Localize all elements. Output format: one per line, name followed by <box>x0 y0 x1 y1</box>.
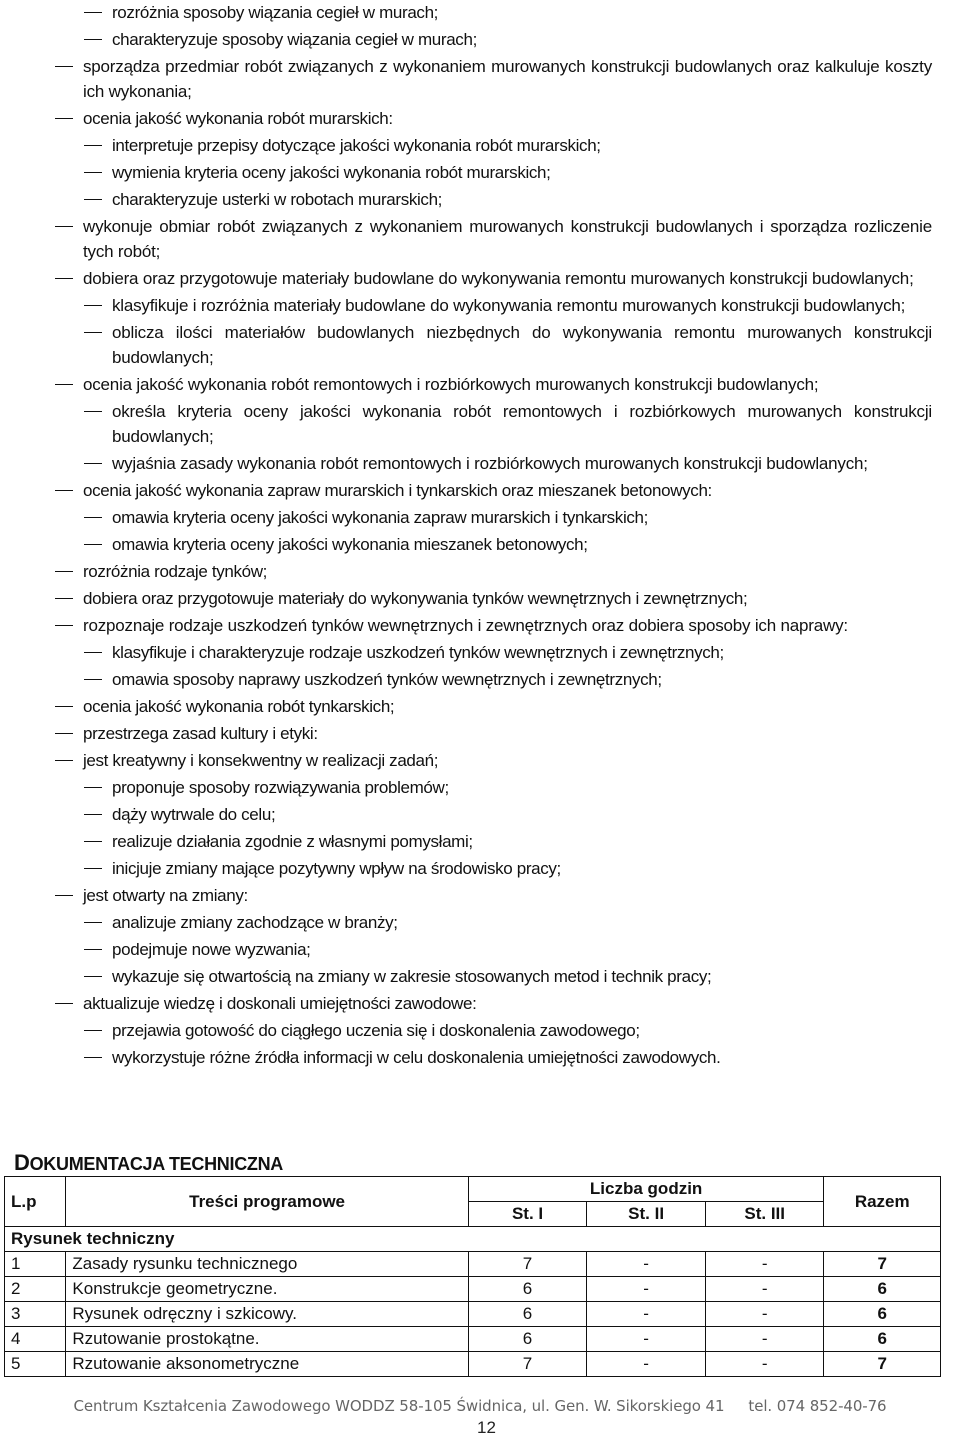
list-item-text: dąży wytrwale do celu; <box>112 805 276 824</box>
list-item-text: podejmuje nowe wyzwania; <box>112 940 311 959</box>
list-item <box>0 1018 932 1043</box>
dash-bullet-icon <box>84 841 102 842</box>
list-item-text: jest kreatywny i konsekwentny w realizacji zadań; <box>83 751 439 770</box>
list-item-text: omawia kryteria oceny jakości wykonania mieszanek betonowych; <box>112 535 588 554</box>
row-st3: - <box>705 1277 824 1302</box>
dash-bullet-icon <box>84 814 102 815</box>
footer-institution: Centrum Kształcenia Zawodowego WODDZ 58-105 Świdnica, ul. Gen. W. Sikorskiego 41 <box>73 1397 725 1415</box>
list-item-text: inicjuje zmiany mające pozytywny wpływ na środowisko pracy; <box>112 859 561 878</box>
dash-bullet-icon <box>84 463 102 464</box>
list-item-text: rozróżnia rodzaje tynków; <box>83 562 268 581</box>
header-st2: St. II <box>587 1202 706 1227</box>
row-total: 6 <box>824 1277 941 1302</box>
section-title <box>14 1150 283 1176</box>
list-item-text: wykorzystuje różne źródła informacji w celu doskonalenia umiejętności zawodowych. <box>112 1048 721 1067</box>
row-st1: 6 <box>468 1327 587 1352</box>
row-st2: - <box>587 1352 706 1377</box>
header-hours-group: Liczba godzin <box>468 1177 824 1202</box>
list-item-text: aktualizuje wiedzę i doskonali umiejętności zawodowe: <box>83 994 477 1013</box>
row-st2: - <box>587 1277 706 1302</box>
row-total: 6 <box>824 1302 941 1327</box>
row-st1: 7 <box>468 1252 587 1277</box>
list-item <box>0 293 932 318</box>
row-name: Konstrukcje geometryczne. <box>66 1277 468 1302</box>
list-item-text: klasyfikuje i rozróżnia materiały budowlane do wykonywania remontu murowanych konstrukcji budowlanych; <box>112 296 906 315</box>
list-item <box>0 856 932 881</box>
list-item <box>0 320 932 370</box>
dash-bullet-icon <box>84 39 102 40</box>
row-lp: 4 <box>5 1327 66 1352</box>
dash-bullet-icon <box>84 411 102 412</box>
list-item-text: rozróżnia sposoby wiązania cegieł w murach; <box>112 3 439 22</box>
dash-bullet-icon <box>84 652 102 653</box>
list-item <box>0 613 932 638</box>
header-st3: St. III <box>705 1202 824 1227</box>
list-item-text: omawia kryteria oceny jakości wykonania zapraw murarskich i tynkarskich; <box>112 508 648 527</box>
dash-bullet-icon <box>55 226 73 227</box>
list-item <box>0 964 932 989</box>
list-item <box>0 266 932 291</box>
list-item-text: klasyfikuje i charakteryzuje rodzaje uszkodzeń tynków wewnętrznych i zewnętrznych; <box>112 643 724 662</box>
table-row <box>5 1327 941 1352</box>
dash-bullet-icon <box>84 517 102 518</box>
row-lp: 3 <box>5 1302 66 1327</box>
list-item <box>0 883 932 908</box>
list-item <box>0 214 932 264</box>
row-total: 7 <box>824 1252 941 1277</box>
dash-bullet-icon <box>55 571 73 572</box>
footer-phone: tel. 074 852-40-76 <box>748 1397 887 1415</box>
header-lp: L.p <box>5 1177 66 1227</box>
list-item <box>0 133 932 158</box>
dash-bullet-icon <box>84 868 102 869</box>
row-st2: - <box>587 1252 706 1277</box>
dash-bullet-icon <box>84 199 102 200</box>
list-item <box>0 532 932 557</box>
list-item <box>0 399 932 449</box>
dash-bullet-icon <box>55 760 73 761</box>
dash-bullet-icon <box>55 118 73 119</box>
row-st3: - <box>705 1302 824 1327</box>
row-name: Zasady rysunku technicznego <box>66 1252 468 1277</box>
list-item <box>0 372 932 397</box>
row-total: 7 <box>824 1352 941 1377</box>
list-item <box>0 910 932 935</box>
list-item-text: dobiera oraz przygotowuje materiały budowlane do wykonywania remontu murowanych konstrukcji budowlanych; <box>83 269 914 288</box>
row-lp: 5 <box>5 1352 66 1377</box>
list-item-text: ocenia jakość wykonania zapraw murarskich i tynkarskich oraz mieszanek betonowych: <box>83 481 712 500</box>
list-item-text: sporządza przedmiar robót związanych z wykonaniem murowanych konstrukcji budowlanych oraz kalkuluje koszty ich wykonania; <box>83 57 932 101</box>
list-item <box>0 54 932 104</box>
list-item <box>0 160 932 185</box>
row-st1: 7 <box>468 1352 587 1377</box>
dash-bullet-icon <box>84 172 102 173</box>
table-row <box>5 1352 941 1377</box>
list-item-text: wymienia kryteria oceny jakości wykonania robót murarskich; <box>112 163 551 182</box>
list-item <box>0 937 932 962</box>
list-item-text: ocenia jakość wykonania robót remontowych i rozbiórkowych murowanych konstrukcji budowlanych; <box>83 375 819 394</box>
list-item <box>0 721 932 746</box>
list-item <box>0 559 932 584</box>
list-item-text: charakteryzuje usterki w robotach murarskich; <box>112 190 443 209</box>
row-st2: - <box>587 1302 706 1327</box>
list-item <box>0 802 932 827</box>
row-lp: 1 <box>5 1252 66 1277</box>
dash-bullet-icon <box>84 544 102 545</box>
dash-bullet-icon <box>55 706 73 707</box>
dash-bullet-icon <box>55 278 73 279</box>
list-item-text: dobiera oraz przygotowuje materiały do wykonywania tynków wewnętrznych i zewnętrznych; <box>83 589 748 608</box>
list-item <box>0 694 932 719</box>
dash-bullet-icon <box>84 1030 102 1031</box>
hours-table <box>4 1176 941 1377</box>
row-st3: - <box>705 1327 824 1352</box>
dash-bullet-icon <box>84 787 102 788</box>
list-item <box>0 106 932 131</box>
list-item-text: określa kryteria oceny jakości wykonania robót remontowych i rozbiórkowych murowanych konstrukcji budowlanych; <box>112 402 932 446</box>
table-row <box>5 1252 941 1277</box>
section-title-rest: OKUMENTACJA TECHNICZNA <box>29 1154 283 1174</box>
group-label: Rysunek techniczny <box>5 1227 941 1252</box>
list-item-text: oblicza ilości materiałów budowlanych niezbędnych do wykonywania remontu murowanych konstrukcji budowlanych; <box>112 323 932 367</box>
list-item-text: przejawia gotowość do ciągłego uczenia się i doskonalenia zawodowego; <box>112 1021 640 1040</box>
header-total: Razem <box>824 1177 941 1227</box>
dash-bullet-icon <box>55 384 73 385</box>
list-item-text: realizuje działania zgodnie z własnymi pomysłami; <box>112 832 473 851</box>
dash-bullet-icon <box>84 679 102 680</box>
header-content: Treści programowe <box>66 1177 468 1227</box>
row-st2: - <box>587 1327 706 1352</box>
dash-bullet-icon <box>84 332 102 333</box>
list-item <box>0 775 932 800</box>
list-item <box>0 586 932 611</box>
list-item <box>0 829 932 854</box>
list-item-text: jest otwarty na zmiany: <box>83 886 248 905</box>
dash-bullet-icon <box>84 922 102 923</box>
list-item-text: omawia sposoby naprawy uszkodzeń tynków wewnętrznych i zewnętrznych; <box>112 670 662 689</box>
list-item-text: ocenia jakość wykonania robót murarskich: <box>83 109 393 128</box>
dash-bullet-icon <box>84 949 102 950</box>
group-row <box>5 1227 941 1252</box>
list-item <box>0 991 932 1016</box>
table-row <box>5 1277 941 1302</box>
list-item-text: charakteryzuje sposoby wiązania cegieł w murach; <box>112 30 477 49</box>
list-item-text: przestrzega zasad kultury i etyki: <box>83 724 318 743</box>
list-item-text: wykazuje się otwartością na zmiany w zakresie stosowanych metod i technik pracy; <box>112 967 712 986</box>
dash-bullet-icon <box>84 145 102 146</box>
dash-bullet-icon <box>84 305 102 306</box>
header-st1: St. I <box>468 1202 587 1227</box>
row-st3: - <box>705 1252 824 1277</box>
row-st1: 6 <box>468 1302 587 1327</box>
section-title-initial: D <box>14 1150 30 1175</box>
dash-bullet-icon <box>55 66 73 67</box>
dash-bullet-icon <box>55 1003 73 1004</box>
list-item-text: wyjaśnia zasady wykonania robót remontowych i rozbiórkowych murowanych konstrukcji budowlanych; <box>112 454 868 473</box>
row-total: 6 <box>824 1327 941 1352</box>
footer <box>0 1397 960 1415</box>
list-item-text: interpretuje przepisy dotyczące jakości wykonania robót murarskich; <box>112 136 601 155</box>
page-number: 12 <box>477 1418 496 1437</box>
row-st1: 6 <box>468 1277 587 1302</box>
list-item <box>0 451 932 476</box>
row-name: Rysunek odręczny i szkicowy. <box>66 1302 468 1327</box>
list-item-text: analizuje zmiany zachodzące w branży; <box>112 913 398 932</box>
list-item-text: proponuje sposoby rozwiązywania problemów; <box>112 778 449 797</box>
table-row <box>5 1302 941 1327</box>
dash-bullet-icon <box>84 12 102 13</box>
list-item-text: wykonuje obmiar robót związanych z wykonaniem murowanych konstrukcji budowlanych i sporządza rozliczenie tych robót; <box>83 217 932 261</box>
row-st3: - <box>705 1352 824 1377</box>
dash-bullet-icon <box>55 490 73 491</box>
dash-bullet-icon <box>55 895 73 896</box>
row-name: Rzutowanie prostokątne. <box>66 1327 468 1352</box>
dash-bullet-icon <box>55 625 73 626</box>
list-item-text: ocenia jakość wykonania robót tynkarskich; <box>83 697 395 716</box>
list-item <box>0 667 932 692</box>
dash-bullet-icon <box>55 598 73 599</box>
list-item <box>0 640 932 665</box>
row-lp: 2 <box>5 1277 66 1302</box>
list-item <box>0 27 932 52</box>
dash-bullet-icon <box>55 733 73 734</box>
list-item-text: rozpoznaje rodzaje uszkodzeń tynków wewnętrznych i zewnętrznych oraz dobiera sposoby ich naprawy: <box>83 616 848 635</box>
list-item <box>0 187 932 212</box>
list-item <box>0 748 932 773</box>
row-name: Rzutowanie aksonometryczne <box>66 1352 468 1377</box>
list-item <box>0 505 932 530</box>
list-item <box>0 0 932 25</box>
list-item <box>0 478 932 503</box>
dash-bullet-icon <box>84 1057 102 1058</box>
dash-bullet-icon <box>84 976 102 977</box>
list-item <box>0 1045 932 1070</box>
